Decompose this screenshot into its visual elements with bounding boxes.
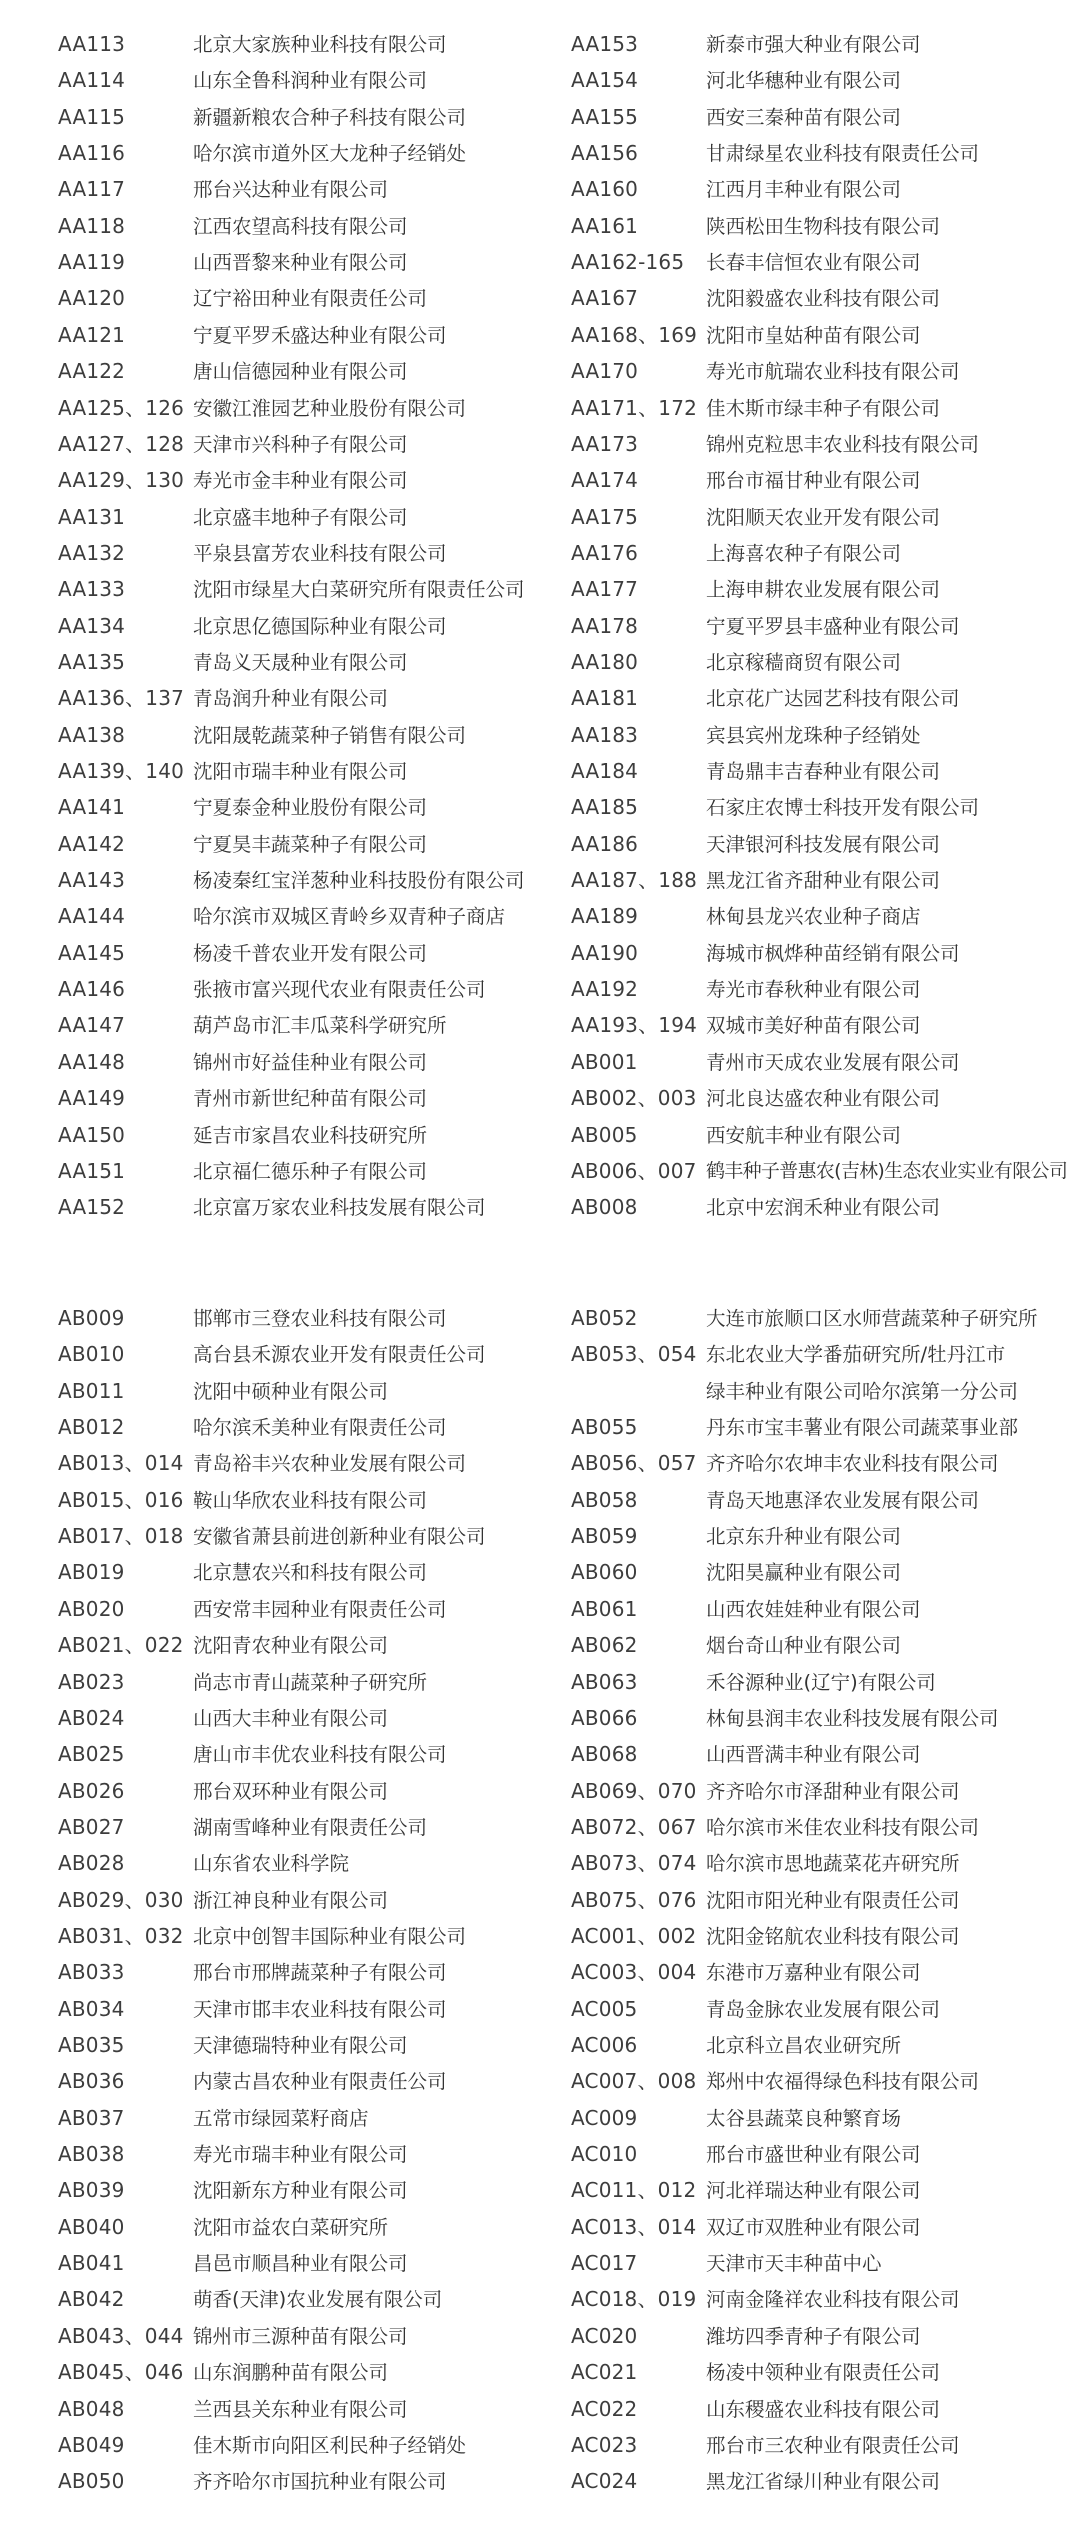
item-code: AB013、014 — [58, 1451, 184, 1476]
item-code: AA136、137 — [58, 686, 185, 711]
item-code: AA187、188 — [571, 868, 698, 893]
item-code: AA129、130 — [58, 468, 185, 493]
item-company-name: 邢台市盛世种业有限公司 — [706, 2143, 921, 2167]
item-code: AB043、044 — [58, 2323, 184, 2348]
item-code: AB010 — [58, 1342, 125, 1367]
item-code: AA143 — [58, 868, 126, 893]
item-company-name: 兰西县关东种业有限公司 — [193, 2397, 408, 2421]
item-company-name: 西安常丰园种业有限责任公司 — [193, 1597, 447, 1621]
item-code: AB009 — [58, 1306, 125, 1330]
item-code: AB063 — [571, 1669, 638, 1694]
item-code: AB048 — [58, 2396, 125, 2421]
item-code: AB027 — [58, 1814, 125, 1839]
item-company-name: 鞍山华欣农业科技有限公司 — [193, 1488, 428, 1512]
item-company-name: 安徽省萧县前进创新种业有限公司 — [193, 1525, 486, 1549]
item-code: AA192 — [571, 977, 639, 1002]
item-company-name: 寿光市瑞丰种业有限公司 — [193, 2143, 408, 2167]
item-company-name: 太谷县蔬菜良种繁育场 — [706, 2106, 902, 2130]
item-company-name: 江西月丰种业有限公司 — [706, 178, 902, 202]
item-company-name: 北京盛丰地种子有限公司 — [193, 505, 408, 529]
item-code: AA174 — [571, 468, 639, 493]
item-code: AB039 — [58, 2178, 125, 2203]
item-company-name: 甘肃绿星农业科技有限责任公司 — [706, 142, 980, 166]
item-code: AA117 — [58, 177, 126, 202]
item-code: AB001 — [571, 1049, 638, 1074]
item-code: AA142 — [58, 831, 126, 856]
item-company-name: 丹东市宝丰薯业有限公司蔬菜事业部 — [706, 1416, 1019, 1440]
item-company-name: 上海喜农种子有限公司 — [706, 541, 902, 565]
item-code: AC010 — [571, 2142, 638, 2167]
item-code: AB069、070 — [571, 1778, 697, 1803]
item-company-name: 尚志市青山蔬菜种子研究所 — [193, 1670, 428, 1694]
item-code: AC006 — [571, 2033, 638, 2057]
item-company-name: 沈阳市瑞丰种业有限公司 — [193, 760, 408, 783]
item-company-name: 齐齐哈尔农坤丰农业科技有限公司 — [706, 1452, 999, 1476]
item-code: AA168、169 — [571, 322, 698, 347]
item-company-name: 江西农望高科技有限公司 — [193, 214, 408, 238]
item-company-name: 锦州市好益佳种业有限公司 — [193, 1050, 428, 1074]
item-company-name: 邢台市福甘种业有限公司 — [706, 469, 921, 493]
item-company-name: 宁夏泰金种业股份有限公司 — [193, 796, 428, 820]
item-company-name: 青岛裕丰兴农种业发展有限公司 — [193, 1452, 467, 1476]
item-code: AB019 — [58, 1560, 125, 1585]
item-company-name: 北京福仁德乐种子有限公司 — [193, 1159, 428, 1183]
item-code: AB023 — [58, 1669, 125, 1694]
item-company-name: 北京中创智丰国际种业有限公司 — [193, 1924, 467, 1948]
item-company-name: 青岛鼎丰吉春种业有限公司 — [706, 760, 941, 783]
item-company-name: 沈阳青农种业有限公司 — [193, 1634, 389, 1658]
item-code: AA181 — [571, 686, 639, 711]
item-company-name: 北京思亿德国际种业有限公司 — [193, 614, 447, 638]
item-company-name: 张掖市富兴现代农业有限责任公司 — [193, 978, 486, 1002]
item-code: AA149 — [58, 1086, 126, 1111]
item-code: AB056、057 — [571, 1451, 697, 1476]
item-company-name: 黑龙江省齐甜种业有限公司 — [706, 869, 941, 893]
item-code: AA183 — [571, 722, 639, 747]
item-company-name: 青岛天地惠泽农业发展有限公司 — [706, 1488, 980, 1512]
item-company-name: 鹤丰种子普惠农(吉林)生态农业实业有限公司 — [706, 1159, 1068, 1182]
item-code: AB028 — [58, 1851, 125, 1876]
item-company-name: 邯郸市三登农业科技有限公司 — [193, 1307, 447, 1330]
item-company-name: 青岛义天晟种业有限公司 — [193, 650, 408, 674]
item-company-name: 延吉市家昌农业科技研究所 — [193, 1123, 428, 1147]
item-code: AA114 — [58, 68, 126, 93]
item-code: AB041 — [58, 2251, 125, 2276]
item-company-name: 哈尔滨市思地蔬菜花卉研究所 — [706, 1852, 960, 1876]
item-company-name: 山东润鹏种苗有限公司 — [193, 2361, 389, 2385]
item-code: AA127、128 — [58, 431, 185, 456]
item-code: AA150 — [58, 1122, 126, 1147]
item-company-name: 沈阳顺天农业开发有限公司 — [706, 505, 941, 529]
item-company-name: 天津德瑞特种业有限公司 — [193, 2034, 408, 2057]
item-company-name: 林甸县润丰农业科技发展有限公司 — [706, 1706, 999, 1730]
item-code: AC017 — [571, 2251, 638, 2276]
item-code: AC003、004 — [571, 1960, 697, 1985]
item-company-name: 杨凌中领种业有限责任公司 — [706, 2361, 941, 2385]
item-code: AB024 — [58, 1705, 125, 1730]
item-code: AB072、067 — [571, 1814, 697, 1839]
item-code: AB052 — [571, 1306, 638, 1330]
item-code: AB060 — [571, 1560, 638, 1585]
item-code: AB058 — [571, 1487, 638, 1512]
item-code: AA133 — [58, 577, 126, 602]
item-company-name: 萌香(天津)农业发展有限公司 — [193, 2288, 443, 2312]
item-company-name: 北京富万家农业科技发展有限公司 — [193, 1196, 486, 1220]
item-company-name: 佳木斯市绿丰种子有限公司 — [706, 396, 941, 420]
item-code: AB026 — [58, 1778, 125, 1803]
item-code: AA161 — [571, 213, 639, 238]
item-code: AB025 — [58, 1742, 125, 1767]
item-company-name: 北京大家族种业科技有限公司 — [193, 33, 447, 56]
item-code: AB008 — [571, 1195, 638, 1220]
item-company-name: 陕西松田生物科技有限公司 — [706, 214, 941, 238]
item-code: AC005 — [571, 1996, 638, 2021]
item-company-name: 新疆新粮农合种子科技有限公司 — [193, 105, 467, 129]
item-code: AA189 — [571, 904, 639, 929]
item-company-name: 山西晋黎来种业有限公司 — [193, 251, 408, 275]
item-company-name: 东北农业大学番茄研究所/牡丹江市 — [706, 1343, 1006, 1367]
item-company-name: 沈阳市阳光种业有限责任公司 — [706, 1888, 960, 1912]
item-company-name: 新泰市强大种业有限公司 — [706, 33, 921, 56]
item-company-name: 辽宁裕田种业有限责任公司 — [193, 287, 428, 311]
item-company-name: 沈阳中硕种业有限公司 — [193, 1379, 389, 1403]
item-code: AB017、018 — [58, 1524, 184, 1549]
item-company-name: 高台县禾源农业开发有限责任公司 — [193, 1343, 486, 1367]
item-company-name: 青岛金脉农业发展有限公司 — [706, 1997, 941, 2021]
item-company-name: 黑龙江省绿川种业有限公司 — [706, 2470, 941, 2494]
item-code: AA120 — [58, 286, 126, 311]
item-company-name: 沈阳新东方种业有限公司 — [193, 2179, 408, 2203]
item-company-name: 潍坊四季青种子有限公司 — [706, 2324, 921, 2348]
item-code: AA144 — [58, 904, 126, 929]
item-code: AB042 — [58, 2287, 125, 2312]
item-code: AB062 — [571, 1633, 638, 1658]
item-code: AA122 — [58, 359, 126, 384]
item-company-name: 昌邑市顺昌种业有限公司 — [193, 2252, 408, 2276]
item-company-name: 大连市旅顺口区水师营蔬菜种子研究所 — [706, 1307, 1038, 1330]
item-code: AA119 — [58, 250, 126, 275]
item-code: AA145 — [58, 940, 126, 965]
item-company-name: 河南金隆祥农业科技有限公司 — [706, 2288, 960, 2312]
item-code: AB066 — [571, 1705, 638, 1730]
item-code: AA160 — [571, 177, 639, 202]
item-company-name: 沈阳市皇姑种苗有限公司 — [706, 323, 921, 347]
item-code: AC001、002 — [571, 1923, 697, 1948]
item-code: AA154 — [571, 68, 639, 93]
item-code: AB059 — [571, 1524, 638, 1549]
item-company-name: 禾谷源种业(辽宁)有限公司 — [706, 1670, 936, 1694]
item-code: AB031、032 — [58, 1923, 184, 1948]
item-company-name: 齐齐哈尔市泽甜种业有限公司 — [706, 1779, 960, 1803]
item-code: AA131 — [58, 504, 126, 529]
item-code: AA175 — [571, 504, 639, 529]
item-code: AC007、008 — [571, 2069, 697, 2094]
item-company-name: 沈阳晟乾蔬菜种子销售有限公司 — [193, 723, 467, 747]
item-code: AA190 — [571, 940, 639, 965]
item-code: AB045、046 — [58, 2360, 184, 2385]
item-company-name: 宁夏平罗县丰盛种业有限公司 — [706, 614, 960, 638]
item-company-name: 天津市兴科种子有限公司 — [193, 432, 408, 456]
item-code: AC021 — [571, 2360, 638, 2385]
item-company-name: 锦州克粒思丰农业科技有限公司 — [706, 432, 980, 456]
item-company-name: 沈阳昊赢种业有限公司 — [706, 1561, 902, 1585]
item-code: AA156 — [571, 141, 639, 166]
item-code: AB040 — [58, 2214, 125, 2239]
item-company-name: 锦州市三源种苗有限公司 — [193, 2324, 408, 2348]
item-code: AB036 — [58, 2069, 125, 2094]
item-code: AA115 — [58, 104, 126, 129]
item-company-name: 邢台双环种业有限公司 — [193, 1779, 389, 1803]
item-code: AA173 — [571, 431, 639, 456]
item-code: AB037 — [58, 2105, 125, 2130]
item-company-name: 海城市枫烨种苗经销有限公司 — [706, 941, 960, 965]
item-code: AB005 — [571, 1122, 638, 1147]
item-code: AA153 — [571, 32, 639, 56]
item-code: AA170 — [571, 359, 639, 384]
item-company-name: 西安航丰种业有限公司 — [706, 1123, 902, 1147]
item-code: AA118 — [58, 213, 126, 238]
item-company-name: 浙江神良种业有限公司 — [193, 1888, 389, 1912]
item-code: AA155 — [571, 104, 639, 129]
item-company-name: 哈尔滨市双城区青岭乡双青种子商店 — [193, 905, 506, 929]
item-company-name: 天津银河科技发展有限公司 — [706, 832, 941, 856]
item-company-name: 河北华穗种业有限公司 — [706, 69, 902, 93]
item-company-name: 寿光市春秋种业有限公司 — [706, 978, 921, 1002]
item-code: AA139、140 — [58, 759, 185, 783]
item-company-name: 青岛润升种业有限公司 — [193, 687, 389, 711]
item-code: AA138 — [58, 722, 126, 747]
item-company-name: 山西农娃娃种业有限公司 — [706, 1597, 921, 1621]
item-code: AA121 — [58, 322, 126, 347]
item-code: AA193、194 — [571, 1013, 698, 1038]
item-company-name: 杨凌千普农业开发有限公司 — [193, 941, 428, 965]
item-company-name: 平泉县富芳农业科技有限公司 — [193, 541, 447, 565]
item-code: AA113 — [58, 32, 126, 56]
item-company-name: 上海申耕农业发展有限公司 — [706, 578, 941, 602]
item-code: AA184 — [571, 759, 639, 783]
item-code: AA177 — [571, 577, 639, 602]
item-company-name: 河北祥瑞达种业有限公司 — [706, 2179, 921, 2203]
item-company-name: 沈阳金铭航农业科技有限公司 — [706, 1924, 960, 1948]
item-code: AB055 — [571, 1415, 638, 1440]
item-code: AA180 — [571, 649, 639, 674]
item-company-name: 河北良达盛农种业有限公司 — [706, 1087, 941, 1111]
item-company-name: 山西晋满丰种业有限公司 — [706, 1743, 921, 1767]
item-company-name: 东港市万嘉种业有限公司 — [706, 1961, 921, 1985]
item-code: AB053、054 — [571, 1342, 697, 1367]
item-code: AA134 — [58, 613, 126, 638]
item-company-name: 宁夏昊丰蔬菜种子有限公司 — [193, 832, 428, 856]
item-code: AB029、030 — [58, 1887, 184, 1912]
item-company-name: 寿光市航瑞农业科技有限公司 — [706, 360, 960, 384]
item-company-name: 湖南雪峰种业有限责任公司 — [193, 1815, 428, 1839]
item-code: AA146 — [58, 977, 126, 1002]
item-company-name: 葫芦岛市汇丰瓜菜科学研究所 — [193, 1014, 447, 1038]
item-code: AC011、012 — [571, 2178, 697, 2203]
item-company-name: 哈尔滨市米佳农业科技有限公司 — [706, 1815, 980, 1839]
item-company-name: 青州市天成农业发展有限公司 — [706, 1050, 960, 1074]
item-company-name: 唐山市丰优农业科技有限公司 — [193, 1743, 447, 1767]
item-code: AC018、019 — [571, 2287, 697, 2312]
item-code: AA125、126 — [58, 395, 185, 420]
item-company-name: 郑州中农福得绿色科技有限公司 — [706, 2070, 980, 2094]
item-code: AA135 — [58, 649, 126, 674]
item-company-name: 天津市天丰种苗中心 — [706, 2252, 882, 2276]
item-company-name: 佳木斯市向阳区利民种子经销处 — [193, 2433, 467, 2457]
item-company-name: 宾县宾州龙珠种子经销处 — [706, 723, 921, 747]
item-code: AA141 — [58, 795, 126, 820]
item-company-name: 北京东升种业有限公司 — [706, 1525, 902, 1549]
item-company-name: 寿光市金丰种业有限公司 — [193, 469, 408, 493]
item-company-name: 林甸县龙兴农业种子商店 — [706, 905, 921, 929]
item-code: AB061 — [571, 1596, 638, 1621]
item-code: AB068 — [571, 1742, 638, 1767]
item-code: AB050 — [58, 2469, 125, 2494]
item-company-name: 哈尔滨市道外区大龙种子经销处 — [193, 142, 467, 166]
item-code: AA185 — [571, 795, 639, 820]
item-code: AA147 — [58, 1013, 126, 1038]
item-company-name: 双辽市双胜种业有限公司 — [706, 2215, 921, 2239]
item-company-name: 五常市绿园菜籽商店 — [193, 2106, 369, 2130]
item-code: AB015、016 — [58, 1487, 184, 1512]
item-company-name: 齐齐哈尔市国抗种业有限公司 — [193, 2470, 447, 2494]
item-code: AA152 — [58, 1195, 126, 1220]
item-company-name: 长春丰信恒农业有限公司 — [706, 251, 921, 275]
item-company-name: 山西大丰种业有限公司 — [193, 1706, 389, 1730]
item-code: AC009 — [571, 2105, 638, 2130]
item-code: AB006、007 — [571, 1158, 697, 1183]
item-code: AB002、003 — [571, 1086, 697, 1111]
item-code: AC013、014 — [571, 2214, 697, 2239]
item-company-name: 沈阳市益农白菜研究所 — [193, 2215, 389, 2239]
item-code: AB021、022 — [58, 1633, 184, 1658]
item-code: AB020 — [58, 1596, 125, 1621]
item-code: AB038 — [58, 2142, 125, 2167]
item-company-name: 双城市美好种苗有限公司 — [706, 1014, 921, 1038]
item-company-name: 宁夏平罗禾盛达种业有限公司 — [193, 323, 447, 347]
item-company-name-line2: 绿丰种业有限公司哈尔滨第一分公司 — [706, 1379, 1019, 1403]
item-code: AB075、076 — [571, 1887, 697, 1912]
item-code: AB033 — [58, 1960, 125, 1985]
item-code: AA186 — [571, 831, 639, 856]
item-code: AC020 — [571, 2323, 638, 2348]
item-company-name: 北京稼穑商贸有限公司 — [706, 650, 902, 674]
item-code: AB034 — [58, 1996, 125, 2021]
item-company-name: 烟台奇山种业有限公司 — [706, 1634, 902, 1658]
item-company-name: 西安三秦种苗有限公司 — [706, 105, 902, 129]
item-code: AA116 — [58, 141, 126, 166]
item-company-name: 邢台市邢牌蔬菜种子有限公司 — [193, 1961, 447, 1985]
item-company-name: 沈阳市绿星大白菜研究所有限责任公司 — [193, 578, 525, 602]
item-company-name: 青州市新世纪种苗有限公司 — [193, 1087, 428, 1111]
item-company-name: 唐山信德园种业有限公司 — [193, 360, 408, 384]
item-code: AB073、074 — [571, 1851, 697, 1876]
item-company-name: 山东全鲁科润种业有限公司 — [193, 69, 428, 93]
item-company-name: 沈阳毅盛农业科技有限公司 — [706, 287, 941, 311]
item-code: AC023 — [571, 2432, 638, 2457]
item-company-name: 北京花广达园艺科技有限公司 — [706, 687, 960, 711]
item-company-name: 山东稷盛农业科技有限公司 — [706, 2397, 941, 2421]
item-company-name: 石家庄农博士科技开发有限公司 — [706, 796, 980, 820]
item-company-name: 北京慧农兴和科技有限公司 — [193, 1561, 428, 1585]
item-company-name: 杨凌秦红宝洋葱种业科技股份有限公司 — [193, 869, 525, 893]
item-code: AB035 — [58, 2033, 125, 2057]
item-code: AB012 — [58, 1415, 125, 1440]
item-code: AC022 — [571, 2396, 638, 2421]
item-company-name: 内蒙古昌农种业有限责任公司 — [193, 2070, 447, 2094]
item-code: AA151 — [58, 1158, 126, 1183]
item-code: AA171、172 — [571, 395, 698, 420]
item-company-name: 天津市邯丰农业科技有限公司 — [193, 1997, 447, 2021]
item-code: AB049 — [58, 2432, 125, 2457]
item-code: AA176 — [571, 540, 639, 565]
item-company-name: 山东省农业科学院 — [193, 1852, 350, 1876]
item-code: AA132 — [58, 540, 126, 565]
item-company-name: 邢台兴达种业有限公司 — [193, 178, 389, 202]
item-code: AA178 — [571, 613, 639, 638]
item-company-name: 哈尔滨禾美种业有限责任公司 — [193, 1416, 447, 1440]
item-company-name: 北京科立昌农业研究所 — [706, 2034, 902, 2057]
item-company-name: 安徽江淮园艺种业股份有限公司 — [193, 396, 467, 420]
item-code: AA148 — [58, 1049, 126, 1074]
item-company-name: 邢台市三农种业有限责任公司 — [706, 2433, 960, 2457]
item-company-name: 北京中宏润禾种业有限公司 — [706, 1196, 941, 1220]
item-code: AB011 — [58, 1378, 125, 1403]
item-code: AA162-165 — [571, 250, 685, 275]
item-code: AA167 — [571, 286, 639, 311]
item-code: AC024 — [571, 2469, 638, 2494]
